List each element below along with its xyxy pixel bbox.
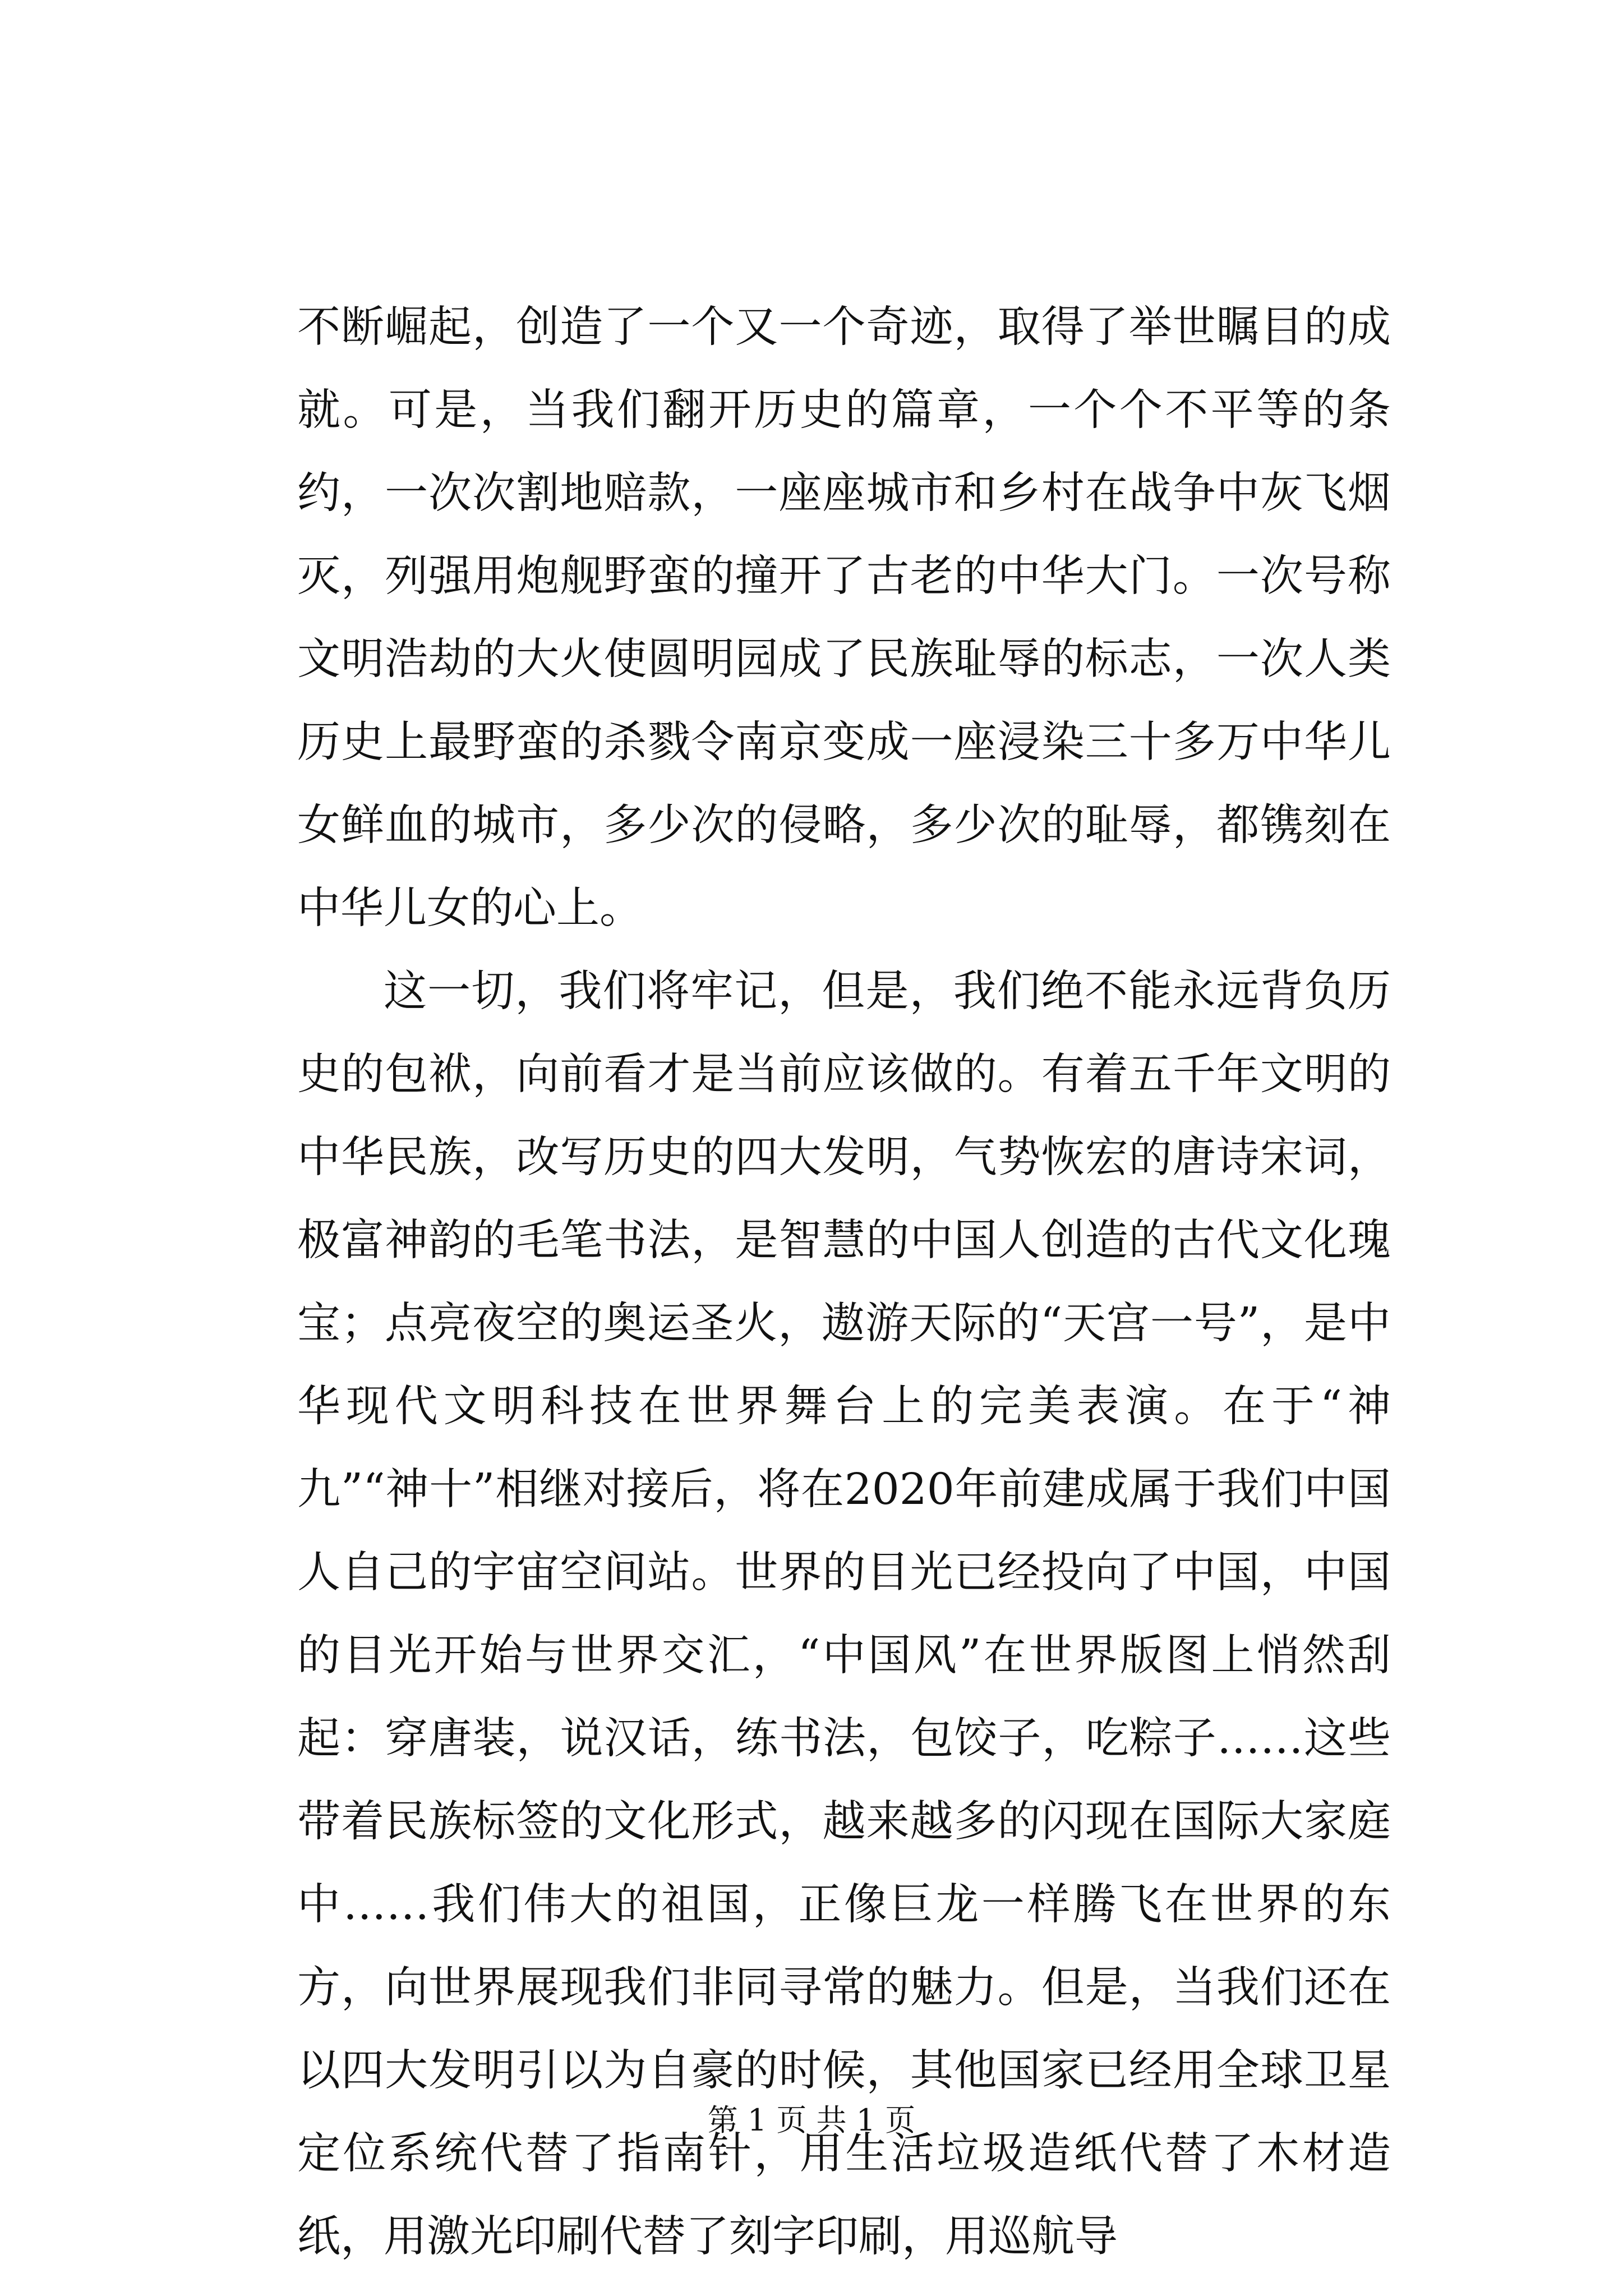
page-footer: 第 1 页 共 1 页 — [707, 2102, 916, 2138]
body-text — [297, 286, 1391, 2279]
paragraph-continuation: 不断崛起，创造了一个又一个奇迹，取得了举世瞩目的成就。可是，当我们翻开历史的篇章，一个个不平等的条约，一次次割地赔款，一座座城市和乡村在战争中灰飞烟灭，列强用炮舰野蛮的撞开了古老的中华大门。一次号称文明浩劫的大火使圆明园成了民族耻辱的标志，一次人类历史上最野蛮的杀戮令南京变成一座浸染三十多万中华儿女鲜血的城市，多少次的侵略，多少次的耻辱，都镌刻在中华儿女的心上。 — [297, 302, 1391, 933]
paragraph: 这一切，我们将牢记，但是，我们绝不能永远背负历史的包袱，向前看才是当前应该做的。有着五千年文明的中华民族，改写历史的四大发明，气势恢宏的唐诗宋词，极富神韵的毛笔书法，是智慧的中国人创造的古代文化瑰宝；点亮夜空的奥运圣火，遨游天际的“天宫一号”，是中华现代文明科技在世界舞台上的完美表演。在于“神九”“神十”相继对接后，将在2020年前建成属于我们中国人自己的宇宙空间站。世界的目光已经投向了中国，中国的目光开始与世界交汇，“中国风”在世界版图上悄然刮起：穿唐装，说汉话，练书法，包饺子，吃粽子……这些带着民族标签的文化形式，越来越多的闪现在国际大家庭中……我们伟大的祖国，正像巨龙一样腾飞在世界的东方，向世界展现我们非同寻常的魅力。但是，当我们还在以四大发明引以为自豪的时候，其他国家已经用全球卫星定位系统代替了指南针，用生活垃圾造纸代替了木材造纸，用激光印刷代替了刻字印刷，用巡航导 — [297, 967, 1391, 2262]
